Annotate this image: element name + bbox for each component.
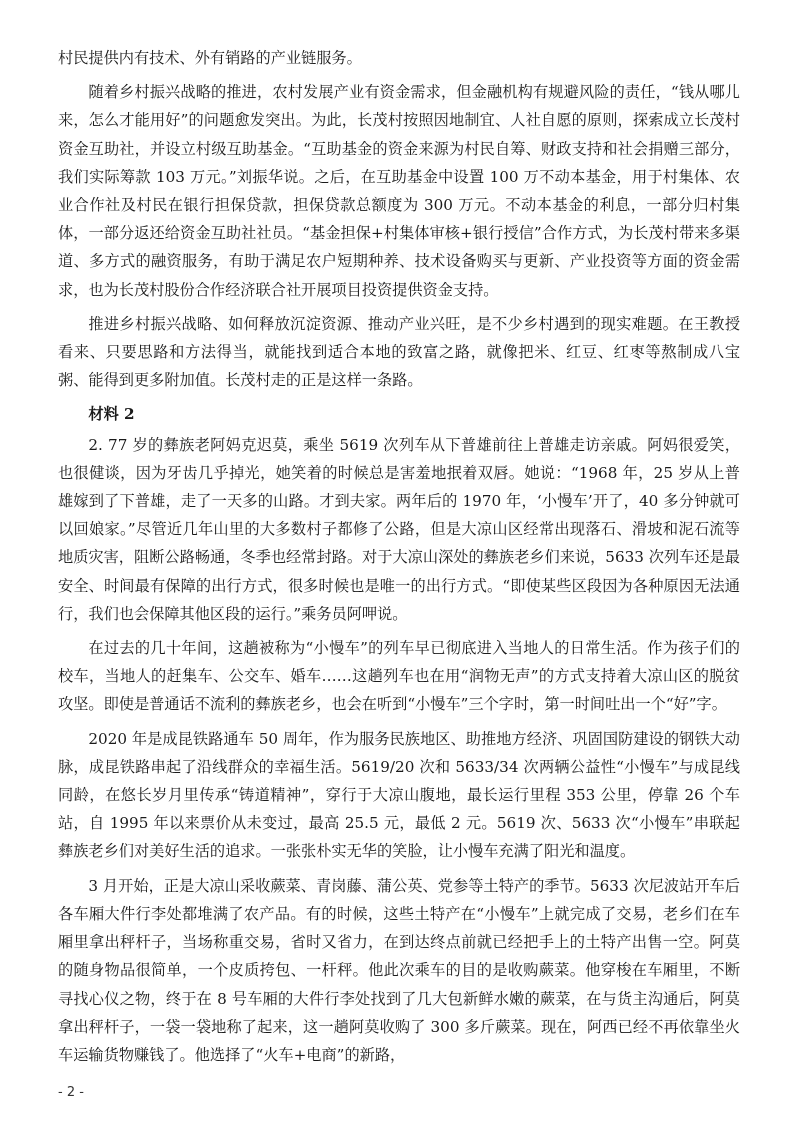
paragraph-slow-train-daily-life: 在过去的几十年间，这趟被称为“小慢车”的列车早已彻底进入当地人的日常生活。作为孩子们的校车，当地人的赶集车、公交车、婚车……这趟列车也在用“润物无声”的方式支持着大凉山区的脱贫攻坚。即使是普通话不流利的彝族老乡，也会在听到“小慢车”三个字时，第一时间吐出一个“好”字。: [58, 639, 740, 714]
paragraph-mutual-fund: 随着乡村振兴战略的推进，农村发展产业有资金需求，但金融机构有规避风险的责任，“钱从哪儿来，怎么才能用好”的问题愈发突出。为此，长茂村按照因地制宜、人社自愿的原则，探索成立长茂村资金互助社，并设立村级互助基金。“互助基金的资金来源为村民自筹、财政支持和社会捐赠三部分，我们实际筹款 103 万元。”刘振华说。之后，在互助基金中设置 100 万不动本基金，用于村集体、农业合作社及村民在银行担保贷款，担保贷款总额度为 300 万元。不动本基金的利息，一部分归村集体，一部分返还给资金互助社社员。“基金担保+村集体审核+银行授信”合作方式，为长茂村带来多渠道、多方式的融资服务，有助于满足农户短期种养、技术设备购买与更新、产业投资等方面的资金需求，也为长茂村股份合作经济联合社开展项目投资提供资金支持。: [58, 83, 740, 299]
paragraph-continuation: 村民提供内有技术、外有销路的产业链服务。: [58, 49, 362, 67]
paragraph-yi-grandmother: 2. 77 岁的彝族老阿妈克迟莫，乘坐 5619 次列车从下普雄前往上普雄走访亲戚。阿妈很爱笑，也很健谈，因为牙齿几乎掉光，她笑着的时候总是害羞地抿着双唇。她说：“1968 年，25 岁从上普雄嫁到了下普雄，走了一天多的山路。才到夫家。两年后的 1970 年，‘小慢车’开了，40 多分钟就可以回娘家。”尽管近几年山里的大多数村子都修了公路，但是大凉山区经常出现落石、滑坡和泥石流等地质灾害，阻断公路畅通，冬季也经常封路。对于大凉山深处的彝族老乡们来说，5633 次列车还是最安全、时间最有保障的出行方式，很多时候也是唯一的出行方式。“即使某些区段因为各种原因无法通行，我们也会保障其他区段的运行。”乘务员阿呷说。: [58, 435, 740, 623]
paragraph-chengkun-railway: 2020 年是成昆铁路通车 50 周年，作为服务民族地区、助推地方经济、巩固国防建设的钢铁大动脉，成昆铁路串起了沿线群众的幸福生活。5619/20 次和 5633/34 次两辆公益性“小慢车”与成昆线同龄，在悠长岁月里传承“铸道精神”，穿行于大凉山腹地，最长运行里程 353 公里，停靠 26 个车站，自 1995 年以来票价从未变过，最高 25.5 元，最低 2 元。5619 次、5633 次“小慢车”串联起彝族老乡们对美好生活的追求。一张张朴实无华的笑脸，让小慢车充满了阳光和温度。: [58, 729, 740, 861]
document-page: [58, 44, 740, 1075]
page-number: - 2 -: [58, 1085, 84, 1100]
paragraph-rural-revitalization: 推进乡村振兴战略、如何释放沉淀资源、推动产业兴旺，是不少乡村遇到的现实难题。在王教授看来、只要思路和方法得当，就能找到适合本地的致富之路，就像把米、红豆、红枣等熬制成八宝粥、能得到更多附加值。长茂村走的正是这样一条路。: [58, 314, 740, 390]
paragraph-local-produce: 3 月开始，正是大凉山采收蕨菜、青岗藤、蒲公英、党参等土特产的季节。5633 次尼波站开车后各车厢大件行李处都堆满了农产品。有的时候，这些土特产在“小慢车”上就完成了交易，老乡们在车厢里拿出秤杆子，当场称重交易，省时又省力，在到达终点前就已经把手上的土特产出售一空。阿莫的随身物品很简单，一个皮质挎包、一杆秤。他此次乘车的目的是收购蕨菜。他穿梭在车厢里，不断寻找心仪之物，终于在 8 号车厢的大件行李处找到了几大包新鲜水嫩的蕨菜，在与货主沟通后，阿莫拿出秤杆子，一袋一袋地称了起来，这一趟阿莫收购了 300 多斤蕨菜。现在，阿西已经不再依靠坐火车运输货物赚钱了。他选择了“火车+电商”的新路，: [58, 876, 740, 1064]
section-heading-material-2: 材料 2: [88, 405, 135, 424]
